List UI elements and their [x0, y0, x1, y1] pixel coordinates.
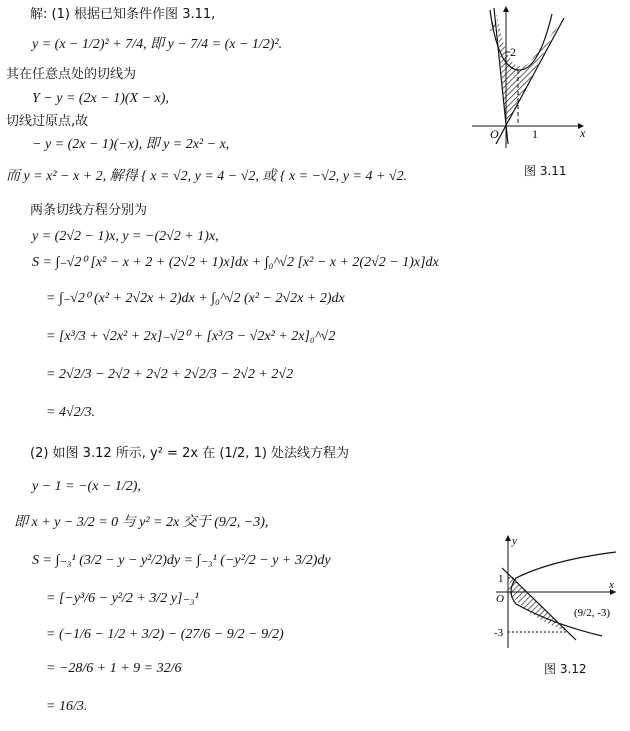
equation-line: y = (x − 1/2)² + 7/4, 即 y − 7/4 = (x − 1/2)².	[32, 37, 283, 52]
tick-y-label: 2	[510, 45, 516, 59]
equation-line: = −28/6 + 1 + 9 = 32/6	[46, 661, 182, 676]
integral-line: S = ∫₋√2⁰ [x² − x + 2 + (2√2 + 1)x]dx + ∫₀^√2 [x² − x + 2(2√2 − 1)x]dx	[32, 255, 439, 270]
tick-y3-label: -3	[494, 627, 504, 639]
text-line: 两条切线方程分别为	[30, 203, 148, 218]
integral-line: = [x³/3 + √2x² + 2x]₋√2⁰ + [x³/3 − √2x² + 2x]₀^√2	[46, 329, 336, 344]
integral-line: = ∫₋√2⁰ (x² + 2√2x + 2)dx + ∫₀^√2 (x² − 2√2x + 2)dx	[46, 291, 345, 306]
equation-line: 而 y = x² − x + 2, 解得 { x = √2, y = 4 − √2, 或 { x = −√2, y = 4 + √2.	[6, 169, 408, 184]
figure-3-12-caption: 图 3.12	[544, 662, 587, 676]
equation-line: = 16/3.	[46, 699, 88, 714]
equation-line: 即 x + y − 3/2 = 0 与 y² = 2x 交于 (9/2, −3),	[14, 515, 269, 530]
integral-line: S = ∫₋₃¹ (3/2 − y − y²/2)dy = ∫₋₃¹ (−y²/2 − y + 3/2)dy	[32, 553, 331, 568]
figure-3-12	[492, 532, 622, 652]
equation-line: Y − y = (2x − 1)(X − x),	[32, 91, 169, 106]
intersection-label: (9/2, -3)	[574, 607, 611, 619]
tick-y1-label: 1	[498, 573, 504, 585]
tick-x-label: 1	[532, 127, 538, 141]
solution-intro: 解: (1) 根据已知条件作图 3.11,	[30, 7, 216, 22]
equation-line: − y = (2x − 1)(−x), 即 y = 2x² − x,	[32, 137, 230, 152]
x-axis-label: x	[580, 126, 586, 140]
figure-3-11	[468, 4, 608, 150]
equation-line: = 2√2/3 − 2√2 + 2√2 + 2√2/3 − 2√2 + 2√2	[46, 367, 294, 382]
origin-label: O	[490, 127, 499, 141]
equation-line: = [−y³/6 − y²/2 + 3/2 y]₋₃¹	[46, 591, 199, 606]
y-axis-label: y	[491, 17, 497, 31]
y-axis-label: y	[512, 535, 517, 547]
text-line: 其在任意点处的切线为	[6, 67, 137, 82]
figure-3-11-caption: 图 3.11	[524, 164, 567, 178]
equation-line: = (−1/6 − 1/2 + 3/2) − (27/6 − 9/2 − 9/2)	[46, 627, 284, 642]
origin-label: O	[496, 593, 504, 605]
equation-line: = 4√2/3.	[46, 405, 96, 420]
text-line: 切线过原点,故	[6, 114, 89, 129]
text-line: (2) 如图 3.12 所示, y² = 2x 在 (1/2, 1) 处法线方程为	[30, 446, 350, 461]
x-axis-label: x	[609, 579, 614, 591]
equation-line: y = (2√2 − 1)x, y = −(2√2 + 1)x,	[32, 229, 219, 244]
equation-line: y − 1 = −(x − 1/2),	[32, 479, 141, 494]
